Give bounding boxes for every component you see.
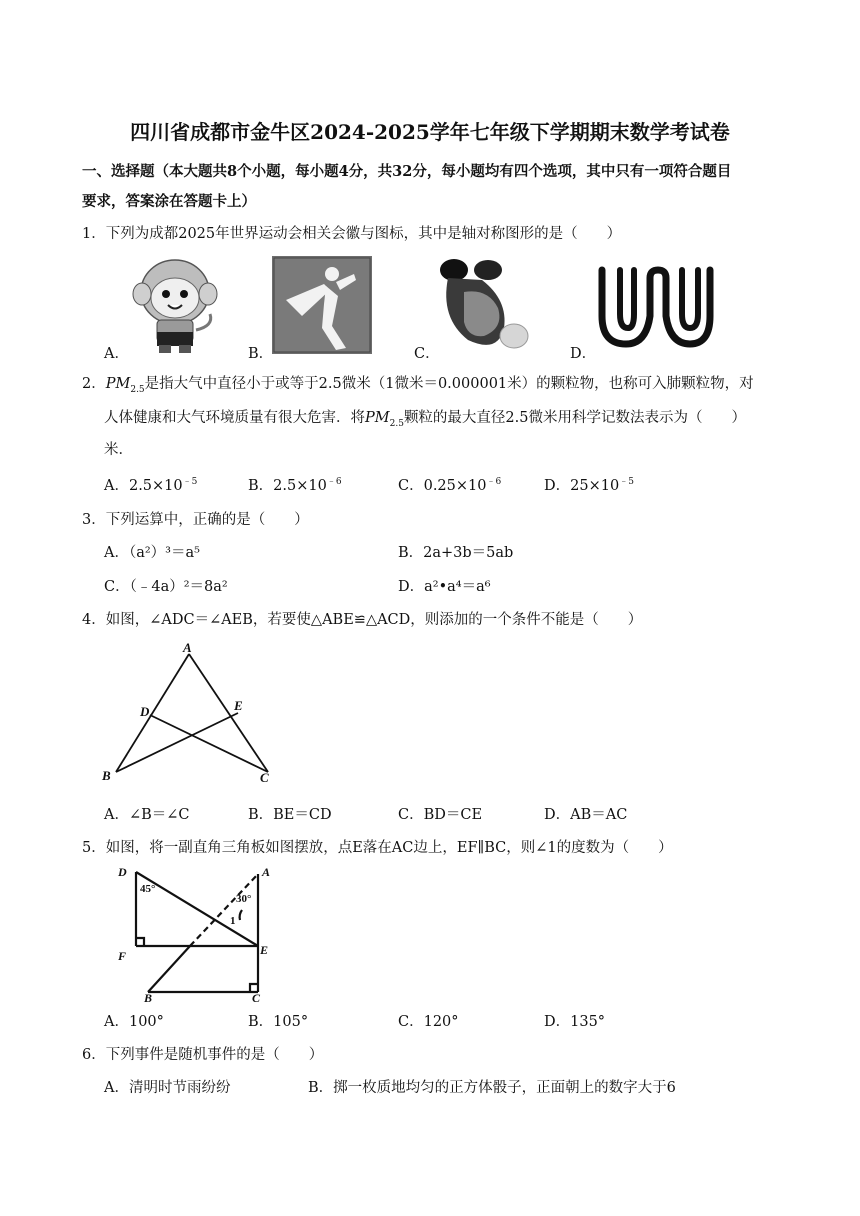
kick-sport-icon-image [272, 256, 372, 354]
q5-option-b: B．105° [248, 1014, 309, 1030]
point-e-label: E [260, 943, 269, 957]
point-b-label: B [102, 768, 111, 783]
q4-triangle-figure [96, 638, 286, 788]
point-e-label: E [234, 698, 243, 713]
point-a-label: A [262, 865, 271, 879]
q2-line2: 人体健康和大气环境质量有很大危害．将$PM_{2.5}$颗粒的最大直径2.5微米用科学记数法表示为（ ） [104, 410, 746, 429]
section-heading-line2: 要求，答案涂在答题卡上） [82, 193, 256, 210]
point-b-label: B [144, 991, 153, 1002]
q2-line3: 米． [104, 442, 133, 458]
point-a-label: A [183, 640, 192, 655]
q3-stem: 3．下列运算中，正确的是（ ） [82, 512, 309, 528]
w-logo-image [594, 264, 716, 350]
q4-option-a: A．∠B＝∠C [104, 807, 190, 823]
q1-option-a-label: A． [104, 346, 129, 362]
q2-option-b: B．$2.5\times 10^{﹣6}$ [248, 477, 342, 494]
q3-option-a: A．（a²）³＝a⁵ [104, 545, 200, 561]
q1-option-b-label: B． [248, 346, 274, 362]
q4-stem: 4．如图，∠ADC＝∠AEB，若要使△ABE≌△ACD，则添加的一个条件不能是（ ） [82, 612, 643, 628]
q2-option-c: C．$0.25\times 10^{﹣6}$ [398, 477, 502, 494]
q2-line1: 2．$PM_{2.5}$是指大气中直径小于或等于2.5微米（1微米＝0.000001米）的颗粒物，也称可入肺颗粒物，对 [82, 376, 754, 395]
q5-option-a: A．100° [104, 1014, 164, 1030]
q6-stem: 6．下列事件是随机事件的是（ ） [82, 1047, 324, 1063]
angle-30-label: 30° [236, 893, 252, 905]
q5-option-d: D．135° [544, 1014, 606, 1030]
point-c-label: C [260, 770, 269, 785]
point-c-label: C [252, 991, 261, 1002]
q2-option-a: A．$2.5\times 10^{﹣5}$ [104, 477, 198, 494]
q5-set-square-figure [112, 862, 292, 1002]
q6-option-b: B．掷一枚质地均匀的正方体骰子，正面朝上的数字大于6 [308, 1080, 676, 1096]
q5-option-c: C．120° [398, 1014, 459, 1030]
q1-stem: 1．下列为成都2025年世界运动会相关会徽与图标，其中是轴对称图形的是（ ） [82, 226, 622, 242]
point-d-label: D [140, 704, 150, 719]
monkey-mascot-image [130, 254, 220, 354]
section-heading-line1: 一、选择题（本大题共8个小题，每小题4分，共32分，每小题均有四个选项，其中只有一项符合题目 [82, 163, 732, 180]
point-d-label: D [118, 865, 127, 879]
page-title: 四川省成都市金牛区2024-2025学年七年级下学期期末数学考试卷 [130, 120, 730, 144]
panda-logo-image [438, 258, 534, 354]
q3-option-b: B．2a+3b＝5ab [398, 545, 514, 561]
q4-option-c: C．BD＝CE [398, 807, 483, 823]
q4-option-b: B．BE＝CD [248, 807, 332, 823]
q5-stem: 5．如图，将一副直角三角板如图摆放，点E落在AC边上，EF∥BC，则∠1的度数为（ ） [82, 840, 673, 856]
q6-option-a: A．清明时节雨纷纷 [104, 1080, 231, 1096]
angle-45-label: 45° [140, 883, 156, 895]
q1-option-c-label: C． [414, 346, 440, 362]
point-f-label: F [118, 949, 127, 963]
q2-option-d: D．$25\times 10^{﹣5}$ [544, 477, 634, 494]
q3-option-d: D．a²•a⁴＝a⁶ [398, 579, 491, 595]
q3-option-c: C．（﹣4a）²＝8a² [104, 579, 228, 595]
q4-option-d: D．AB＝AC [544, 807, 628, 823]
q1-option-d-label: D． [570, 346, 597, 362]
angle-1-label: 1 [230, 915, 236, 927]
